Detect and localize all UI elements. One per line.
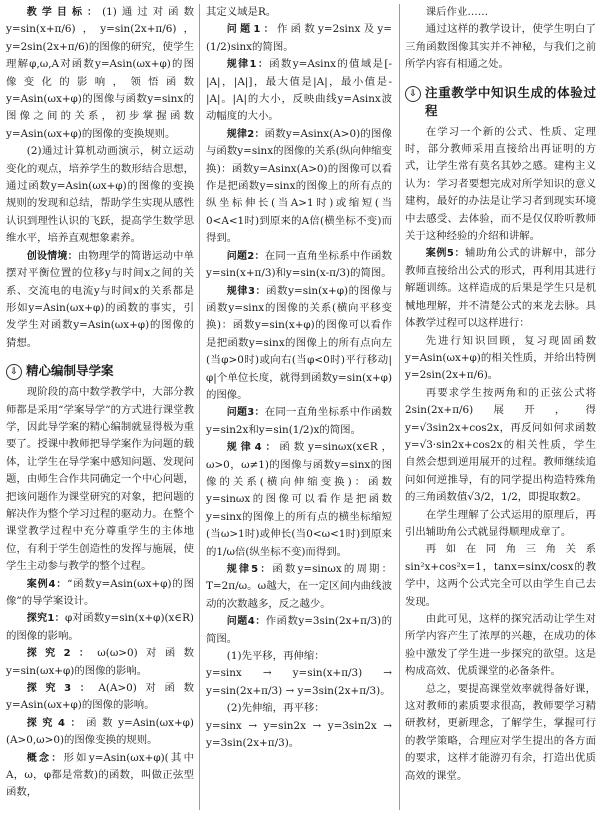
question1-text: 作函数y=2sinx及y=(1/2)sinx的简图。 [206,23,392,53]
question3-text: 在同一直角坐标系中作函数y=sin2x和y=sin(1/2)x的简图。 [206,406,392,436]
after-class-line: 课后作业…… [425,6,489,18]
column-divider-right [399,4,400,810]
question3-paragraph [206,404,392,439]
rule4-text: 函数y=sinωx(x∈R，ω>0，ω≠1)的图像与函数y=sinx的图像的关系(横向伸缩变换)：函数y=sinωx的图像可以看作是把函数y=sinx的图像上的所有点的横坐标缩短(当ω>1时)或伸长(当0<ω<1时)到原来的1/ω倍(纵坐标不变)而得到。 [206,441,392,558]
objectives-text: (1)通过对函数y=sin(x+π/6)，y=sin(2x+π/6)，y=2sin(2x+π/6)的图像的研究，使学生理解φ,ω,A对函数y=Asin(ωx+φ)的图像变化的影响，领悟函数y=Asin(ωx+φ)的图像与函数y=sinx的图像之间的关系，初步掌握函数y=Asin(ωx+φ)的图像的变换规则。 [6,6,194,140]
column-1 [6,4,194,802]
case4-label: 案例4： [26,578,68,590]
situation-paragraph [6,248,194,352]
section-title: 精心编制导学案 [26,363,114,379]
explore4-paragraph [6,715,194,750]
concept-text: 形如y=Asin(ωx+φ)(其中A，ω，φ都是常数)的函数，叫做正弦型函数， [6,751,195,799]
column-2 [206,4,392,752]
question2-paragraph [206,248,392,283]
rule1-paragraph [206,56,392,126]
explore1-text: φ对函数y=sin(x+φ)(x∈R)的图像的影响。 [6,612,194,642]
closing-paragraph: 通过这样的教学设计，使学生明白了三角函数图像其实并不神秘，与我们之前所学内容有相通之处。 [405,23,596,71]
rule2-label: 规律2： [226,128,265,140]
paragraph-3: 再要求学生按两角和的正弦公式将2sin(2x+π/6)展开，得y=√3sin2x+cos2x，再反问如何求函数y=√3·sin2x+cos2x的相关性质，学生自然会想到逆用展开的过程。教师继续追问如何逆推导，有的同学提出构造特殊角的三角函数值√3/2，1/2，即提取数2。 [405,386,596,504]
section-heading-knowledge-generation [405,84,596,120]
case4-paragraph [6,576,194,611]
question1-label: 问题1： [226,24,277,36]
question4-chain1: y=sinx → y=sin(x+π/3) → y=sin(2x+π/3) → y=3sin(2x+π/3)。 [206,667,392,697]
question3-label: 问题3： [226,407,265,419]
question2-text: 在同一直角坐标系中作函数y=sin(x+π/3)和y=sin(x-π/3)的简图。 [206,249,392,280]
section-heading-learning-plan [6,362,194,380]
question1-paragraph [206,21,392,56]
question2-label: 问题2： [226,250,265,262]
explore4-text: 函数y=Asin(ωx+φ)(A>0,ω>0)的图像变换的规则。 [6,716,194,747]
explore3-text: A(A>0)对函数y=Asin(ωx+φ)的图像的影响。 [6,682,194,712]
objectives-paragraph [6,4,194,143]
explore2-text: ω(ω>0)对函数y=sin(ωx+φ)的图像的影响。 [6,647,194,677]
question4-label: 问题4： [226,616,266,628]
rule5-text: 函数y=sinωx的周期：T=2π/ω。ω越大，在一定区间内曲线波动的次数越多，反之越少。 [206,563,392,610]
case5-text: 辅助角公式的讲解中，部分教师直接给出公式的形式，再利用其进行解题训练。这样造成的后果是学生只是机械地理解，并不清楚公式的来龙去脉。具体教学过程可以这样进行： [405,247,597,330]
explore1-paragraph [6,610,194,645]
objectives-label: 教学目标： [26,7,103,18]
explore2-label: 探究2： [26,648,98,660]
rule1-text: 函数y=Asinx的值域是[-|A|，|A|]，最大值是|A|，最小值是-|A|。|A|的大小，反映曲线y=Asinx波动幅度的大小。 [206,58,392,123]
domain-line: 其定义域是R。 [206,6,277,18]
question4-chain2: y=sinx → y=sin2x → y=3sin2x → y=3sin(2x+π/3)。 [206,719,392,750]
paragraph-4: 在学生理解了公式运用的原理后，再引出辅助角公式就显得顺理成章了。 [405,508,596,538]
paragraph-5: 再如在同角三角关系sin²x+cos²x=1，tanx=sinx/cosx的教学中，这两个公式完全可以由学生自己去发现。 [405,543,596,608]
paragraph-1: 在学习一个新的公式、性质、定理时，部分教师采用直接给出再证明的方式，让学生常有莫名其妙之感。建构主义认为：学习者要想完成对所学知识的意义建构，最好的办法是让学习者到现实环境中去感受、去体验，而不是仅仅聆听教师关于这种经验的介绍和讲解。 [405,125,596,243]
rule2-text: 函数y=Asinx(A>0)的图像与函数y=sinx的图像的关系(纵向伸缩变换)：函数y=Asinx(A>0)的图像可以看作是把函数y=sinx的图像上的所有点的纵坐标伸长(当A>1时)或缩短(当0<A<1时)到原来的A倍(横坐标不变)而得到。 [206,127,392,245]
situation-label: 创设情境： [26,250,78,262]
paragraph-6: 由此可见，这样的探究活动让学生对所学内容产生了浓厚的兴趣，在成功的体验中激发了学生进一步探究的欲望。这是构成高效、优质课堂的必备条件。 [405,613,596,678]
paragraph-2: 先进行知识回顾，复习现固函数y=Asin(ωx+φ)的相关性质，并给出特例y=2sin(2x+π/6)。 [405,334,596,382]
case5-paragraph [405,245,596,332]
section-title: 注重教学中知识生成的体验过程 [425,84,596,118]
rule3-paragraph [206,283,392,405]
rule3-text: 函数y=sin(x+φ)的图像与函数y=sinx的图像的关系(横向平移变换)：函数y=sin(x+φ)的图像可以看作是把函数y=sinx的图像上的所有点向左(当φ>0时)或向右(当φ<0时)平行移动|φ|个单位长度，就得到函数y=sin(x+φ)的图像。 [206,284,392,401]
column-3 [405,4,596,785]
rule1-label: 规律1： [226,59,270,71]
objectives-paragraph-2: (2)通过计算机动画演示，树立运动变化的观点，培养学生的数形结合思想，通过函数y=Asin(ωx+φ)的图像的变换规则的发现和总结，帮助学生实现从感性认识到理性认识的飞跃，提高学生数学思维水平，培养直观想象素养。 [6,145,194,245]
explore3-paragraph [6,680,194,715]
rule3-label: 规律3： [226,285,267,297]
column-divider-left [199,4,200,810]
paragraph-7: 总之，要提高课堂效率就得备好课，这对教师的素质要求很高，教师要学习精研教材，更新理念，了解学生，掌握可行的教学策略，合理应对学生提出的各方面的要求，这样才能游刃有余，打造出优质高效的课堂。 [405,682,596,782]
rule5-paragraph [206,561,392,613]
question4-paragraph [206,613,392,648]
case4-text: “函数y=Asin(ωx+φ)的图像”的导学案设计。 [6,577,194,607]
question4-step1: (1)先平移，再伸缩： [226,650,325,663]
explore2-paragraph [6,645,194,680]
case5-label: 案例5： [425,248,466,260]
section-arrow-icon: ⇩ [6,364,22,380]
explore4-label: 探究4： [26,717,87,729]
situation-text: 由物理学的简谐运动中单摆对平衡位置的位移y与时间x之间的关系、交流电的电流y与时间x的关系都是形如y=Asin(ωx+φ)的函数的事实，引发学生对函数y=Asin(ωx+φ)的图像的猜想。 [6,249,194,349]
section-arrow-icon: ⇩ [405,86,421,102]
explore1-label: 探究1： [26,613,65,625]
rule2-paragraph [206,126,392,248]
rule4-label: 规律4： [226,442,280,454]
explore3-label: 探究3： [26,683,99,695]
rule4-paragraph [206,439,392,561]
question4-text: 作函数y=3sin(2x+π/3)的简图。 [206,615,392,645]
concept-paragraph [6,750,194,802]
question4-step2: (2)先伸缩，再平移： [226,702,325,715]
rule5-label: 规律5： [226,564,273,575]
intro-paragraph: 现阶段的高中数学教学中，大部分教师都是采用“学案导学”的方式进行课堂教学，因此导学案的精心编制就显得极为重要了。授课中教师把导学案作为问题的载体，让学生在导学案中感知问题、发现问题，由师生合作共同确定一个中心问题，把该问题作为课堂研究的对象，把问题的解决作为整个学习过程的驱动力。在整个课堂教学过程中充分尊重学生的主体地位，有利于学生创造性的发挥与施展，使学生主动参与教学的整个过程。 [6,386,194,573]
concept-label: 概念： [26,752,64,764]
